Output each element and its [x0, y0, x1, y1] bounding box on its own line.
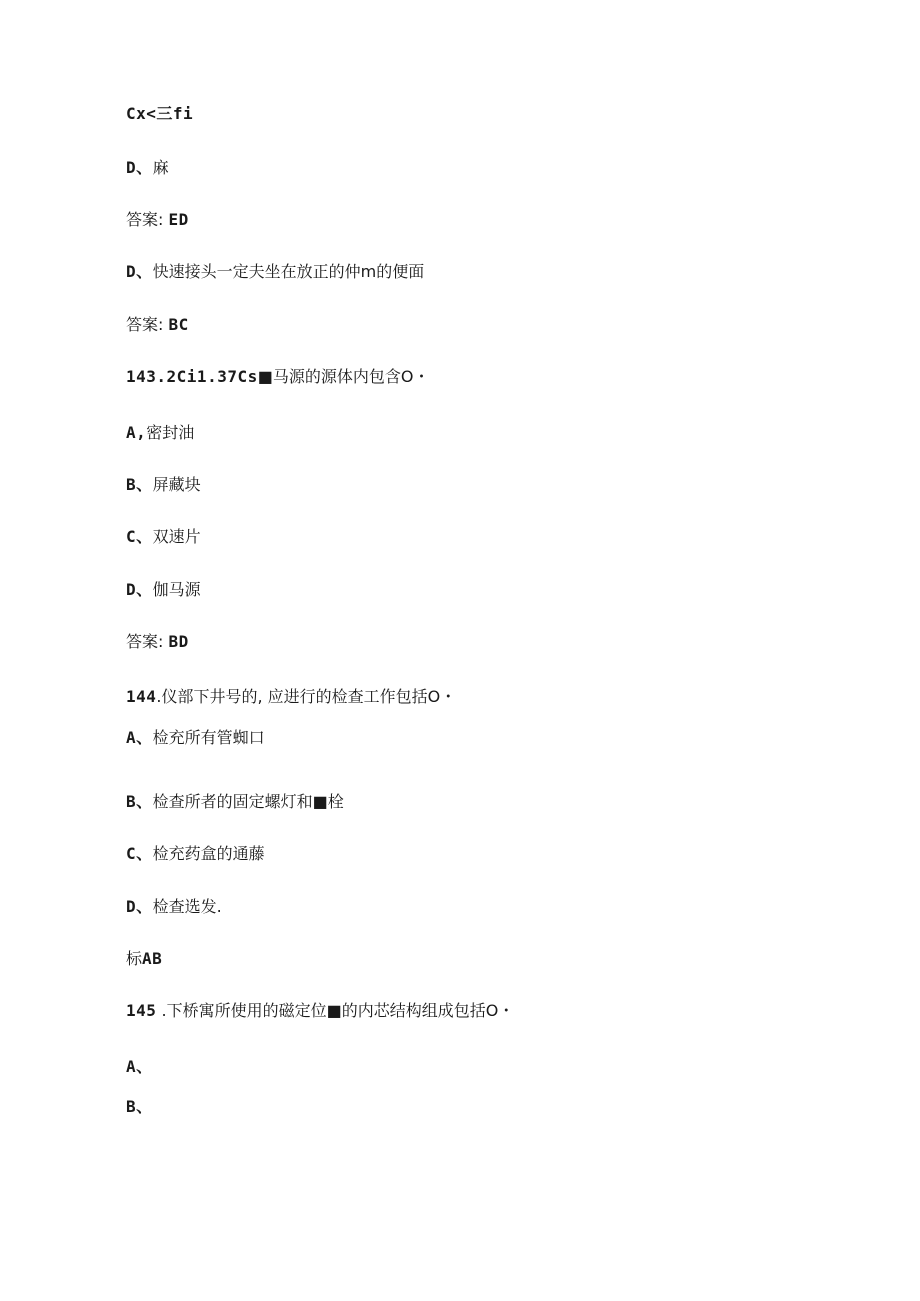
option-c: Cx<三fi — [126, 104, 194, 123]
option-d: D、伽马源 — [126, 580, 201, 599]
option-b: B、 — [126, 1097, 153, 1116]
option-c: C、检充药盒的通藤 — [126, 844, 265, 863]
question-144: 144.仪部下井号的, 应进行的检查工作包括O・ — [126, 687, 457, 706]
option-a: A、检充所有管蜘口 — [126, 728, 265, 747]
option-c: C、双速片 — [126, 527, 201, 546]
option-d: D、检查选发. — [126, 897, 222, 916]
answer-line: 标AB — [126, 949, 163, 968]
option-d: D、快速接头一定夫坐在放正的仲m的便面 — [126, 262, 425, 281]
option-d: D、麻 — [126, 158, 169, 177]
question-145: 145 .下桥寓所使用的磁定位■的内芯结构组成包括O・ — [126, 1001, 515, 1020]
option-b: B、检查所者的固定螺灯和■栓 — [126, 792, 344, 811]
answer-line: 答案: BC — [126, 315, 189, 334]
option-b: B、屏藏块 — [126, 475, 201, 494]
question-143: 143.2Ci1.37Cs■马源的源体内包含O・ — [126, 367, 430, 386]
answer-line: 答案: BD — [126, 632, 189, 651]
option-a: A,密封油 — [126, 423, 195, 442]
option-a: A、 — [126, 1057, 153, 1076]
answer-line: 答案: ED — [126, 210, 189, 229]
